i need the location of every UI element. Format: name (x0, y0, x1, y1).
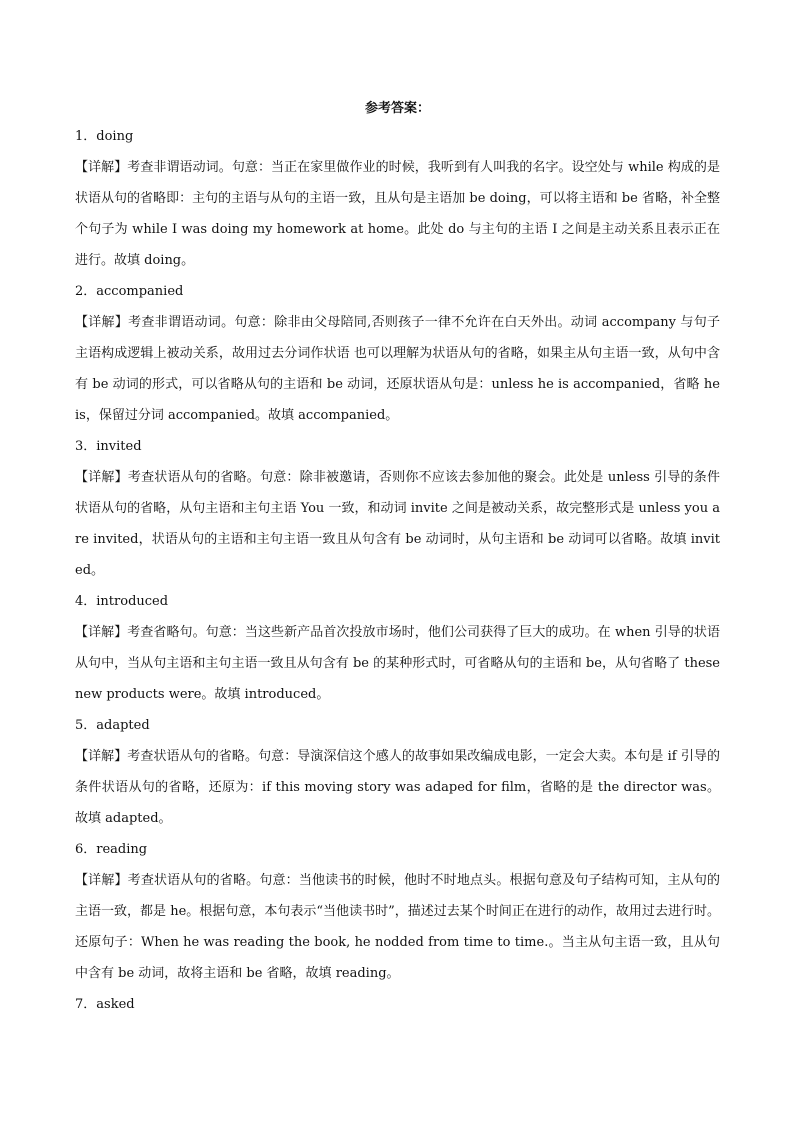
answer-number: 3．invited (75, 439, 142, 454)
answer-number: 5．adapted (75, 718, 150, 733)
answer-explanation: 【详解】考查非谓语动词。句意：当正在家里做作业的时候，我听到有人叫我的名字。设空处与 while 构成的是状语从句的省略即：主句的主语与从句的主语一致，且从句是主语加 be doing，可以将主语和 be 省略，补全整个句子为 while I was doing my homework at home。此处 do 与主句的主语 I 之间是主动关系且表示正在进行。故填 doing。 (75, 160, 720, 268)
answer-number: 2．accompanied (75, 284, 184, 299)
answer-item-6 (75, 834, 720, 989)
answer-page (75, 97, 720, 1020)
answer-item-4 (75, 586, 720, 710)
answer-explanation: 【详解】考查省略句。句意：当这些新产品首次投放市场时，他们公司获得了巨大的成功。在 when 引导的状语从句中，当从句主语和主句主语一致且从句含有 be 的某种形式时，可省略从句的主语和 be，从句省略了 these new products were。故填 introduced。 (75, 625, 720, 702)
answer-explanation: 【详解】考查状语从句的省略。句意：除非被邀请，否则你不应该去参加他的聚会。此处是 unless 引导的条件状语从句的省略，从句主语和主句主语 You 一致，和动词 invite 之间是被动关系，故完整形式是 unless you are invited，状语从句的主语和主句主语一致且从句含有 be 动词时，从句主语和 be 动词可以省略。故填 invited。 (75, 470, 720, 578)
answer-item-7 (75, 989, 720, 1020)
answer-number: 6．reading (75, 842, 148, 857)
answer-number: 4．introduced (75, 594, 169, 609)
answer-item-2 (75, 276, 720, 431)
page-title: 参考答案： (364, 101, 430, 116)
answer-explanation: 【详解】考查状语从句的省略。句意：当他读书的时候，他时不时地点头。根据句意及句子结构可知，主从句的主语一致，都是 he。根据句意，本句表示“当他读书时”，描述过去某个时间正在进行的动作，故用过去进行时。还原句子：When he was reading the book, he nodded from time to time.。当主从句主语一致，且从句中含有 be 动词，故将主语和 be 省略，故填 reading。 (75, 873, 720, 981)
answer-explanation: 【详解】考查状语从句的省略。句意：导演深信这个感人的故事如果改编成电影，一定会大卖。本句是 if 引导的条件状语从句的省略，还原为：if this moving story was adaped for film，省略的是 the director was。故填 adapted。 (75, 749, 720, 826)
answer-number: 7．asked (75, 997, 135, 1012)
answer-item-1 (75, 121, 720, 276)
answer-item-3 (75, 431, 720, 586)
answer-number: 1．doing (75, 129, 134, 144)
answer-explanation: 【详解】考查非谓语动词。句意：除非由父母陪同,否则孩子一律不允许在白天外出。动词 accompany 与句子主语构成逻辑上被动关系，故用过去分词作状语 也可以理解为状语从句的省略，如果主从句主语一致，从句中含有 be 动词的形式，可以省略从句的主语和 be 动词，还原状语从句是：unless he is accompanied，省略 he is，保留过分词 accompanied。故填 accompanied。 (75, 315, 720, 423)
answer-item-5 (75, 710, 720, 834)
